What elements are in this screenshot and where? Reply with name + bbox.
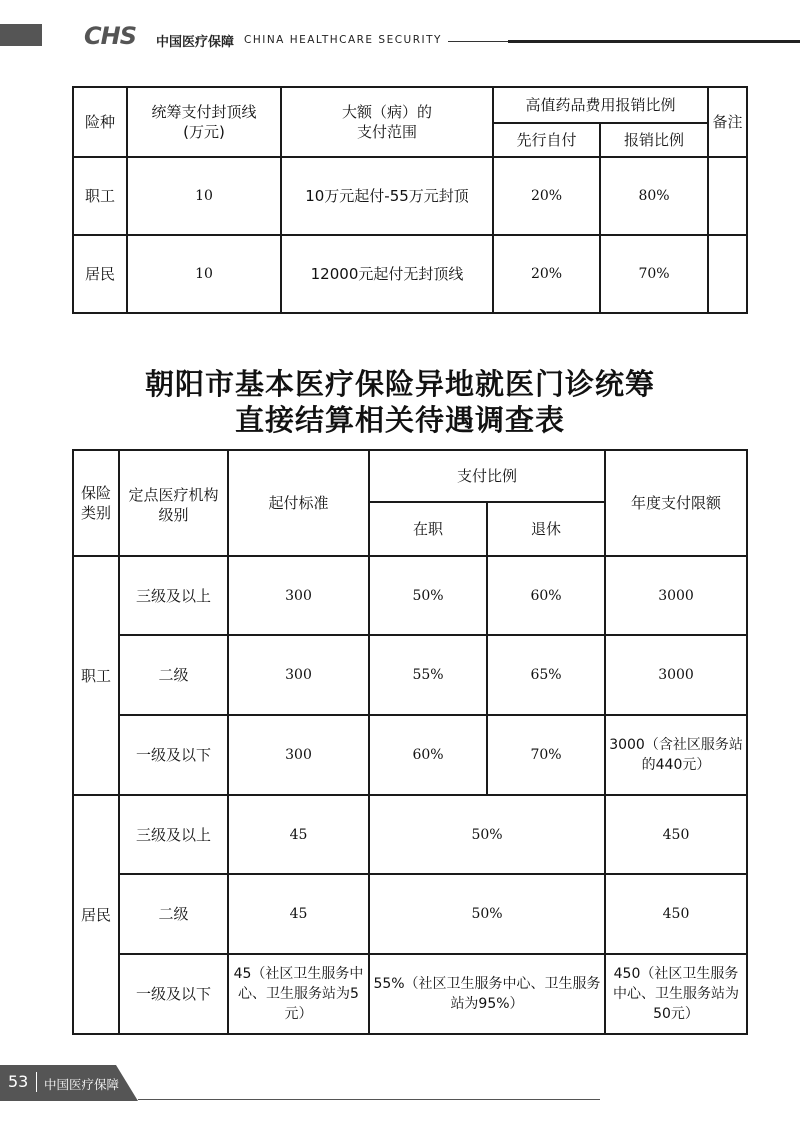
header-institution-level: 定点医疗机构 级别 bbox=[119, 450, 228, 556]
row-annual-limit: 450 bbox=[605, 795, 747, 874]
row-type: 居民 bbox=[73, 235, 127, 313]
row-remark bbox=[708, 157, 747, 235]
row-payment-ratio: 50% bbox=[369, 874, 605, 954]
table-row bbox=[73, 635, 747, 715]
row-cap: 10 bbox=[127, 235, 281, 313]
row-annual-limit: 3000（含社区服务站的440元） bbox=[605, 715, 747, 795]
row-employed-ratio: 50% bbox=[369, 556, 487, 635]
header-self-pay-first: 先行自付 bbox=[493, 123, 600, 157]
header-decor-block bbox=[0, 24, 42, 46]
header-rule-thin bbox=[448, 41, 508, 42]
row-ratio: 80% bbox=[600, 157, 708, 235]
group-employee: 职工 bbox=[73, 556, 119, 795]
table-row bbox=[73, 235, 747, 313]
row-retired-ratio: 60% bbox=[487, 556, 605, 635]
table-row bbox=[73, 874, 747, 954]
row-level: 三级及以上 bbox=[119, 795, 228, 874]
chs-logo: CHS bbox=[84, 22, 136, 50]
header-deductible: 起付标准 bbox=[228, 450, 369, 556]
row-employed-ratio: 55% bbox=[369, 635, 487, 715]
table-row bbox=[73, 556, 747, 635]
major-disease-table bbox=[72, 86, 748, 314]
footer-separator bbox=[36, 1072, 37, 1092]
row-payment-ratio: 55%（社区卫生服务中心、卫生服务站为95%） bbox=[369, 954, 605, 1034]
table-row bbox=[73, 795, 747, 874]
footer-publication-name: 中国医疗保障 bbox=[44, 1077, 120, 1092]
row-level: 二级 bbox=[119, 874, 228, 954]
table-row bbox=[73, 715, 747, 795]
row-scope: 12000元起付无封顶线 bbox=[281, 235, 493, 313]
row-level: 一级及以下 bbox=[119, 715, 228, 795]
title-line-1: 朝阳市基本医疗保险异地就医门诊统筹 bbox=[144, 367, 655, 401]
row-cap: 10 bbox=[127, 157, 281, 235]
row-employed-ratio: 60% bbox=[369, 715, 487, 795]
row-retired-ratio: 70% bbox=[487, 715, 605, 795]
footer-rule bbox=[138, 1099, 600, 1100]
header-remarks: 备注 bbox=[708, 87, 747, 157]
row-self-pay: 20% bbox=[493, 235, 600, 313]
header-rule-thick bbox=[508, 40, 800, 43]
title-line-2: 直接结算相关待遇调查表 bbox=[234, 403, 565, 437]
table-row bbox=[73, 157, 747, 235]
row-ratio: 70% bbox=[600, 235, 708, 313]
table-row bbox=[73, 954, 747, 1034]
row-deductible: 300 bbox=[228, 635, 369, 715]
header-pooling-cap: 统筹支付封顶线 (万元) bbox=[127, 87, 281, 157]
header-employed: 在职 bbox=[369, 502, 487, 556]
row-deductible: 300 bbox=[228, 715, 369, 795]
row-type: 职工 bbox=[73, 157, 127, 235]
row-deductible: 45（社区卫生服务中心、卫生服务站为5元） bbox=[228, 954, 369, 1034]
row-scope: 10万元起付-55万元封顶 bbox=[281, 157, 493, 235]
header-name-cn: 中国医疗保障 bbox=[156, 35, 235, 50]
header-payment-ratio: 支付比例 bbox=[369, 450, 605, 502]
row-annual-limit: 3000 bbox=[605, 556, 747, 635]
header-insurance-type: 险种 bbox=[73, 87, 127, 157]
row-remark bbox=[708, 235, 747, 313]
row-payment-ratio: 50% bbox=[369, 795, 605, 874]
page-title bbox=[0, 366, 800, 438]
header-retired: 退休 bbox=[487, 502, 605, 556]
header-annual-limit: 年度支付限额 bbox=[605, 450, 747, 556]
header-high-cost-drugs: 高值药品费用报销比例 bbox=[493, 87, 708, 123]
header-insurance-category: 保险 类别 bbox=[73, 450, 119, 556]
row-annual-limit: 3000 bbox=[605, 635, 747, 715]
row-retired-ratio: 65% bbox=[487, 635, 605, 715]
row-self-pay: 20% bbox=[493, 157, 600, 235]
header-reimbursement-ratio: 报销比例 bbox=[600, 123, 708, 157]
row-deductible: 300 bbox=[228, 556, 369, 635]
header-major-disease-scope: 大额（病）的 支付范围 bbox=[281, 87, 493, 157]
row-level: 三级及以上 bbox=[119, 556, 228, 635]
page-number: 53 bbox=[8, 1072, 29, 1091]
header-name-en: CHINA HEALTHCARE SECURITY bbox=[244, 34, 442, 46]
row-deductible: 45 bbox=[228, 874, 369, 954]
row-annual-limit: 450（社区卫生服务中心、卫生服务站为50元） bbox=[605, 954, 747, 1034]
row-level: 二级 bbox=[119, 635, 228, 715]
outpatient-settlement-table bbox=[72, 449, 748, 1035]
group-resident: 居民 bbox=[73, 795, 119, 1034]
row-level: 一级及以下 bbox=[119, 954, 228, 1034]
row-deductible: 45 bbox=[228, 795, 369, 874]
row-annual-limit: 450 bbox=[605, 874, 747, 954]
